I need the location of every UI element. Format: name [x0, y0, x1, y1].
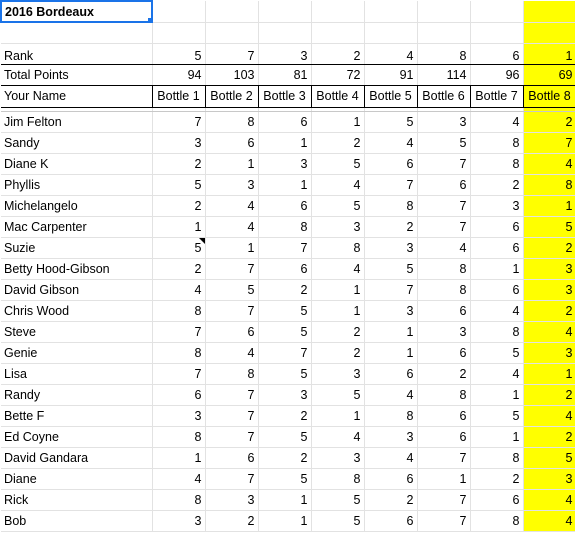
score-cell[interactable]: 4: [205, 342, 258, 363]
score-cell[interactable]: 3: [258, 153, 311, 174]
score-cell[interactable]: 2: [152, 153, 205, 174]
score-cell[interactable]: 1: [364, 321, 417, 342]
score-cell[interactable]: 3: [205, 489, 258, 510]
empty-cell[interactable]: [364, 1, 417, 22]
taster-name-cell[interactable]: Jim Felton: [1, 111, 152, 132]
score-cell[interactable]: 5: [364, 258, 417, 279]
rank-cell[interactable]: 1: [523, 43, 575, 64]
title-cell[interactable]: [1, 1, 152, 22]
score-cell[interactable]: 8: [152, 489, 205, 510]
taster-name-cell[interactable]: Bette F: [1, 405, 152, 426]
score-cell[interactable]: 4: [523, 321, 575, 342]
score-cell[interactable]: 8: [205, 111, 258, 132]
score-cell[interactable]: 6: [417, 426, 470, 447]
score-cell[interactable]: 7: [523, 132, 575, 153]
table-row: [1, 384, 575, 405]
total-points-row: [1, 64, 575, 85]
score-cell[interactable]: 7: [152, 111, 205, 132]
score-cell[interactable]: 7: [258, 342, 311, 363]
empty-cell[interactable]: [470, 1, 523, 22]
taster-name-cell[interactable]: David Gibson: [1, 279, 152, 300]
blank-row: [1, 22, 575, 43]
score-cell[interactable]: 1: [258, 510, 311, 531]
score-cell[interactable]: 1: [258, 489, 311, 510]
score-cell[interactable]: 8: [470, 153, 523, 174]
score-cell[interactable]: 1: [523, 195, 575, 216]
taster-name-cell[interactable]: Betty Hood-Gibson: [1, 258, 152, 279]
score-cell[interactable]: 7: [205, 468, 258, 489]
score-cell[interactable]: 8: [417, 384, 470, 405]
score-cell[interactable]: 3: [364, 237, 417, 258]
score-cell[interactable]: 3: [311, 447, 364, 468]
table-row: [1, 195, 575, 216]
score-cell[interactable]: 6: [470, 216, 523, 237]
score-cell[interactable]: 4: [470, 363, 523, 384]
empty-cell[interactable]: [417, 22, 470, 43]
score-cell[interactable]: 6: [364, 510, 417, 531]
score-cell[interactable]: 1: [470, 384, 523, 405]
empty-cell[interactable]: [258, 1, 311, 22]
taster-name-cell[interactable]: Chris Wood: [1, 300, 152, 321]
score-cell[interactable]: 3: [311, 216, 364, 237]
score-cell[interactable]: 1: [311, 405, 364, 426]
score-cell[interactable]: 1: [205, 237, 258, 258]
score-cell[interactable]: 1: [523, 363, 575, 384]
score-cell[interactable]: 5: [523, 447, 575, 468]
score-cell[interactable]: 1: [205, 153, 258, 174]
taster-name-cell[interactable]: Phyllis: [1, 174, 152, 195]
score-cell[interactable]: 3: [417, 321, 470, 342]
rank-row: [1, 43, 575, 64]
score-cell[interactable]: 1: [152, 216, 205, 237]
taster-name-cell[interactable]: Michelangelo: [1, 195, 152, 216]
score-cell[interactable]: 5: [311, 489, 364, 510]
rank-cell[interactable]: 7: [205, 43, 258, 64]
score-cell[interactable]: 6: [417, 405, 470, 426]
score-cell[interactable]: 2: [523, 426, 575, 447]
score-cell[interactable]: 5: [205, 279, 258, 300]
score-cell[interactable]: 2: [523, 237, 575, 258]
total-points-cell[interactable]: 81: [258, 64, 311, 85]
taster-name-cell[interactable]: Sandy: [1, 132, 152, 153]
table-row: [1, 279, 575, 300]
score-cell[interactable]: 1: [258, 174, 311, 195]
score-cell[interactable]: 4: [470, 111, 523, 132]
score-cell[interactable]: 3: [364, 300, 417, 321]
score-cell[interactable]: 2: [364, 489, 417, 510]
empty-cell[interactable]: [258, 22, 311, 43]
score-cell[interactable]: 7: [205, 426, 258, 447]
score-cell[interactable]: 2: [417, 363, 470, 384]
taster-name-cell[interactable]: Steve: [1, 321, 152, 342]
score-cell[interactable]: 5: [152, 237, 205, 258]
empty-cell[interactable]: [417, 1, 470, 22]
score-cell[interactable]: 3: [205, 174, 258, 195]
total-points-cell[interactable]: 96: [470, 64, 523, 85]
empty-cell[interactable]: [523, 22, 575, 43]
bottle-header-cell[interactable]: Bottle 2: [205, 85, 258, 107]
taster-name-cell[interactable]: Randy: [1, 384, 152, 405]
score-cell[interactable]: 3: [523, 342, 575, 363]
taster-name-cell[interactable]: Lisa: [1, 363, 152, 384]
total-points-cell[interactable]: 91: [364, 64, 417, 85]
score-cell[interactable]: 7: [417, 153, 470, 174]
rank-cell[interactable]: 8: [417, 43, 470, 64]
score-cell[interactable]: 5: [258, 468, 311, 489]
rank-cell[interactable]: 5: [152, 43, 205, 64]
empty-cell[interactable]: [311, 22, 364, 43]
score-cell[interactable]: 1: [470, 258, 523, 279]
bottle-header-cell[interactable]: Bottle 5: [364, 85, 417, 107]
score-cell[interactable]: 5: [258, 321, 311, 342]
score-cell[interactable]: 7: [417, 447, 470, 468]
taster-name-cell[interactable]: Bob: [1, 510, 152, 531]
rank-cell[interactable]: 4: [364, 43, 417, 64]
rank-label-cell[interactable]: Rank: [1, 43, 152, 64]
selection-fill-handle[interactable]: [147, 17, 152, 22]
score-cell[interactable]: 4: [364, 447, 417, 468]
score-cell[interactable]: 7: [417, 216, 470, 237]
empty-cell[interactable]: [205, 22, 258, 43]
score-cell[interactable]: 3: [417, 111, 470, 132]
table-row: [1, 468, 575, 489]
score-cell[interactable]: 8: [470, 510, 523, 531]
score-cell[interactable]: 5: [258, 426, 311, 447]
comment-indicator-icon[interactable]: [199, 238, 205, 244]
total-points-cell[interactable]: 72: [311, 64, 364, 85]
empty-cell[interactable]: [470, 22, 523, 43]
score-cell[interactable]: 3: [523, 468, 575, 489]
score-cell[interactable]: 6: [417, 342, 470, 363]
empty-cell[interactable]: [1, 22, 152, 43]
score-cell[interactable]: 7: [364, 174, 417, 195]
title-row: [1, 1, 575, 22]
score-cell[interactable]: 8: [205, 363, 258, 384]
total-label-cell[interactable]: Total Points: [1, 64, 152, 85]
score-cell[interactable]: 3: [523, 258, 575, 279]
score-cell[interactable]: 2: [258, 279, 311, 300]
score-cell[interactable]: 2: [523, 300, 575, 321]
score-cell[interactable]: 8: [311, 237, 364, 258]
score-cell[interactable]: 2: [258, 405, 311, 426]
score-cell[interactable]: 4: [523, 405, 575, 426]
score-cell[interactable]: 8: [152, 342, 205, 363]
score-cell[interactable]: 4: [152, 279, 205, 300]
taster-name-cell[interactable]: Rick: [1, 489, 152, 510]
empty-cell[interactable]: [523, 1, 575, 22]
score-cell[interactable]: 1: [470, 426, 523, 447]
score-cell[interactable]: 4: [364, 384, 417, 405]
score-cell[interactable]: 5: [258, 363, 311, 384]
total-points-cell[interactable]: 94: [152, 64, 205, 85]
score-cell[interactable]: 5: [364, 111, 417, 132]
score-cell[interactable]: 6: [470, 489, 523, 510]
score-cell[interactable]: 4: [523, 510, 575, 531]
rank-cell[interactable]: 3: [258, 43, 311, 64]
score-cell[interactable]: 2: [311, 132, 364, 153]
score-cell[interactable]: 7: [205, 300, 258, 321]
bottle-header-cell[interactable]: Bottle 4: [311, 85, 364, 107]
score-cell[interactable]: 4: [205, 195, 258, 216]
score-cell[interactable]: 6: [364, 363, 417, 384]
score-cell[interactable]: 8: [311, 468, 364, 489]
score-cell[interactable]: 3: [470, 195, 523, 216]
score-cell[interactable]: 6: [205, 132, 258, 153]
score-cell[interactable]: 2: [205, 510, 258, 531]
score-cell[interactable]: 5: [311, 153, 364, 174]
table-row: [1, 174, 575, 195]
score-cell[interactable]: 8: [470, 132, 523, 153]
score-cell[interactable]: 2: [152, 195, 205, 216]
score-cell[interactable]: 3: [152, 510, 205, 531]
score-cell[interactable]: 5: [311, 384, 364, 405]
table-row: [1, 153, 575, 174]
score-cell[interactable]: 5: [417, 132, 470, 153]
table-row: [1, 363, 575, 384]
rank-cell[interactable]: 6: [470, 43, 523, 64]
score-cell[interactable]: 1: [311, 111, 364, 132]
taster-name-cell[interactable]: Mac Carpenter: [1, 216, 152, 237]
score-cell[interactable]: 5: [258, 300, 311, 321]
table-row: [1, 510, 575, 531]
score-cell[interactable]: 2: [152, 258, 205, 279]
score-cell[interactable]: 7: [417, 489, 470, 510]
total-points-cell[interactable]: 69: [523, 64, 575, 85]
score-cell[interactable]: 4: [152, 468, 205, 489]
score-cell[interactable]: 2: [523, 384, 575, 405]
score-cell[interactable]: 4: [364, 132, 417, 153]
table-row: [1, 405, 575, 426]
score-cell[interactable]: 6: [417, 300, 470, 321]
score-cell[interactable]: 1: [311, 279, 364, 300]
score-cell[interactable]: 4: [311, 258, 364, 279]
score-cell[interactable]: 3: [152, 132, 205, 153]
score-cell[interactable]: 7: [152, 363, 205, 384]
taster-name-cell[interactable]: Genie: [1, 342, 152, 363]
score-cell[interactable]: 7: [205, 405, 258, 426]
bottle-header-cell[interactable]: Bottle 6: [417, 85, 470, 107]
score-cell[interactable]: 4: [523, 489, 575, 510]
score-cell[interactable]: 4: [417, 237, 470, 258]
table-row: [1, 132, 575, 153]
score-cell[interactable]: 7: [205, 384, 258, 405]
score-cell[interactable]: 5: [470, 342, 523, 363]
score-cell[interactable]: 4: [523, 153, 575, 174]
table-row: [1, 426, 575, 447]
rank-cell[interactable]: 2: [311, 43, 364, 64]
bottle-header-cell[interactable]: Bottle 7: [470, 85, 523, 107]
table-row: [1, 216, 575, 237]
score-cell[interactable]: 5: [311, 510, 364, 531]
score-cell[interactable]: 6: [258, 195, 311, 216]
score-cell[interactable]: 1: [258, 132, 311, 153]
table-row: [1, 342, 575, 363]
score-cell[interactable]: 2: [311, 342, 364, 363]
score-cell[interactable]: 6: [152, 384, 205, 405]
score-cell[interactable]: 5: [470, 405, 523, 426]
score-cell[interactable]: 8: [152, 426, 205, 447]
score-cell[interactable]: 6: [258, 258, 311, 279]
score-cell[interactable]: 3: [364, 426, 417, 447]
score-cell[interactable]: 8: [523, 174, 575, 195]
empty-cell[interactable]: [364, 22, 417, 43]
score-cell[interactable]: 7: [364, 279, 417, 300]
score-cell[interactable]: 3: [258, 384, 311, 405]
taster-name-cell[interactable]: Ed Coyne: [1, 426, 152, 447]
grid-body: [1, 1, 575, 531]
score-cell[interactable]: 6: [258, 111, 311, 132]
score-cell[interactable]: 6: [364, 468, 417, 489]
header-row: [1, 85, 575, 107]
score-cell[interactable]: 1: [152, 447, 205, 468]
table-row: [1, 321, 575, 342]
score-cell[interactable]: 2: [311, 321, 364, 342]
empty-cell[interactable]: [152, 1, 205, 22]
score-cell[interactable]: 4: [311, 174, 364, 195]
score-cell[interactable]: 8: [417, 258, 470, 279]
score-cell[interactable]: 8: [417, 279, 470, 300]
score-cell[interactable]: 5: [152, 174, 205, 195]
taster-name-cell[interactable]: Diane K: [1, 153, 152, 174]
score-cell[interactable]: 2: [364, 216, 417, 237]
score-cell[interactable]: 2: [258, 447, 311, 468]
empty-cell[interactable]: [152, 22, 205, 43]
table-row: [1, 258, 575, 279]
score-cell[interactable]: 6: [205, 447, 258, 468]
table-row: [1, 447, 575, 468]
score-cell[interactable]: 7: [417, 195, 470, 216]
score-cell[interactable]: 2: [523, 111, 575, 132]
score-cell[interactable]: 6: [364, 153, 417, 174]
score-cell[interactable]: 2: [470, 468, 523, 489]
score-cell[interactable]: 6: [205, 321, 258, 342]
taster-name-cell[interactable]: Suzie: [1, 237, 152, 258]
table-row: [1, 111, 575, 132]
score-cell[interactable]: 8: [258, 216, 311, 237]
score-cell[interactable]: 5: [311, 195, 364, 216]
score-cell[interactable]: 2: [470, 174, 523, 195]
score-cell[interactable]: 3: [152, 405, 205, 426]
table-row: [1, 237, 575, 258]
table-row: [1, 300, 575, 321]
score-cell[interactable]: 6: [470, 279, 523, 300]
table-row: [1, 489, 575, 510]
score-cell[interactable]: 3: [311, 363, 364, 384]
score-cell[interactable]: 7: [258, 237, 311, 258]
score-cell[interactable]: 1: [364, 342, 417, 363]
score-cell[interactable]: 7: [205, 258, 258, 279]
total-points-cell[interactable]: 114: [417, 64, 470, 85]
score-cell[interactable]: 4: [311, 426, 364, 447]
score-cell[interactable]: 4: [470, 300, 523, 321]
score-cell[interactable]: 1: [417, 468, 470, 489]
score-cell[interactable]: 8: [364, 195, 417, 216]
bottle-header-cell[interactable]: Bottle 3: [258, 85, 311, 107]
taster-name-cell[interactable]: David Gandara: [1, 447, 152, 468]
bottle-header-cell[interactable]: Bottle 8: [523, 85, 575, 107]
score-cell[interactable]: 3: [523, 279, 575, 300]
score-cell[interactable]: 8: [152, 300, 205, 321]
score-cell[interactable]: 7: [152, 321, 205, 342]
score-cell[interactable]: 8: [470, 447, 523, 468]
score-cell[interactable]: 5: [523, 216, 575, 237]
score-cell[interactable]: 1: [311, 300, 364, 321]
taster-name-cell[interactable]: Diane: [1, 468, 152, 489]
total-points-cell[interactable]: 103: [205, 64, 258, 85]
score-cell[interactable]: 4: [205, 216, 258, 237]
name-header-cell[interactable]: Your Name: [1, 85, 152, 107]
score-cell[interactable]: 6: [470, 237, 523, 258]
score-cell[interactable]: 8: [470, 321, 523, 342]
bottle-header-cell[interactable]: Bottle 1: [152, 85, 205, 107]
sheet-title: 2016 Bordeaux: [5, 4, 94, 19]
score-cell[interactable]: 8: [364, 405, 417, 426]
score-cell[interactable]: 7: [417, 510, 470, 531]
empty-cell[interactable]: [311, 1, 364, 22]
score-cell[interactable]: 6: [417, 174, 470, 195]
empty-cell[interactable]: [205, 1, 258, 22]
